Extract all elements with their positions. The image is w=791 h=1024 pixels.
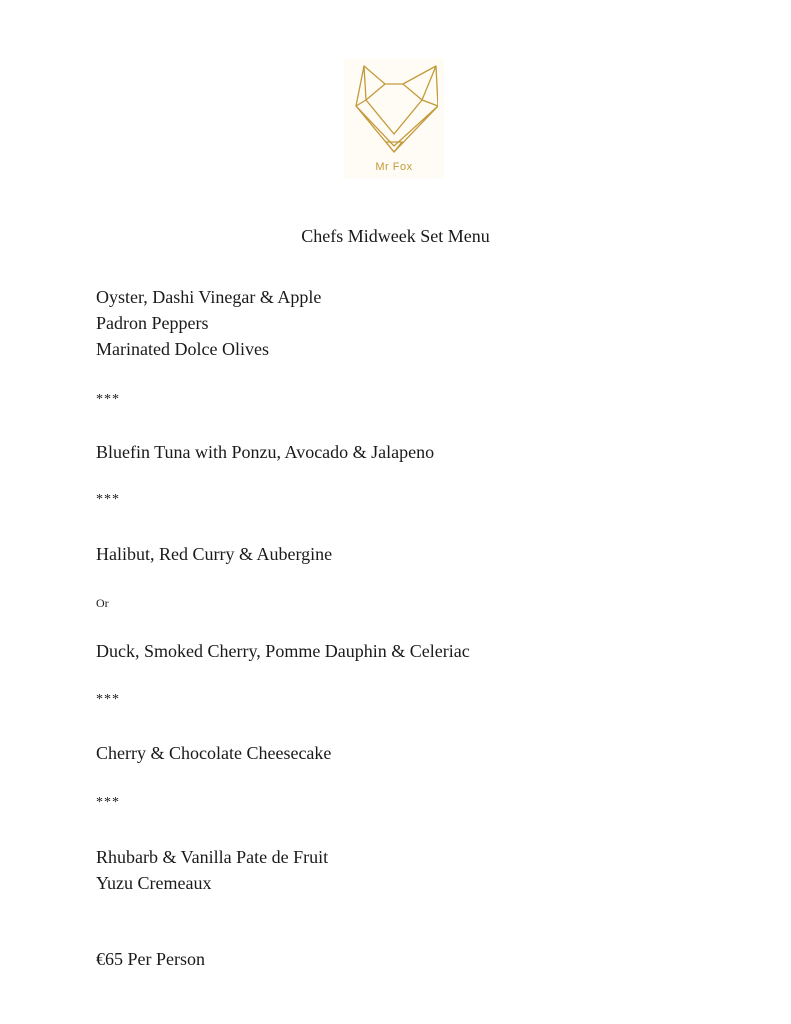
course-separator: *** [96,492,120,507]
menu-title: Chefs Midweek Set Menu [301,226,490,246]
mr-fox-logo [344,58,444,178]
menu-price: €65 Per Person [96,949,205,969]
course-separator: *** [96,795,120,810]
course1-item-olives: Marinated Dolce Olives [96,339,269,359]
course5-item-yuzu: Yuzu Cremeaux [96,873,212,893]
course1-item-padron: Padron Peppers [96,313,209,333]
course5-item-rhubarb: Rhubarb & Vanilla Pate de Fruit [96,847,329,867]
course-separator: *** [96,392,120,407]
course2-item-tuna: Bluefin Tuna with Ponzu, Avocado & Jalapeno [96,442,435,462]
course3-option-duck: Duck, Smoked Cherry, Pomme Dauphin & Celeriac [96,641,470,661]
logo-wordmark: Mr Fox [375,161,413,173]
fox-head-icon [350,62,438,156]
course3-option-halibut: Halibut, Red Curry & Aubergine [96,544,333,564]
or-label: Or [96,596,109,610]
course1-item-oyster: Oyster, Dashi Vinegar & Apple [96,287,322,307]
course-separator: *** [96,692,120,707]
course4-item-cheesecake: Cherry & Chocolate Cheesecake [96,743,332,763]
